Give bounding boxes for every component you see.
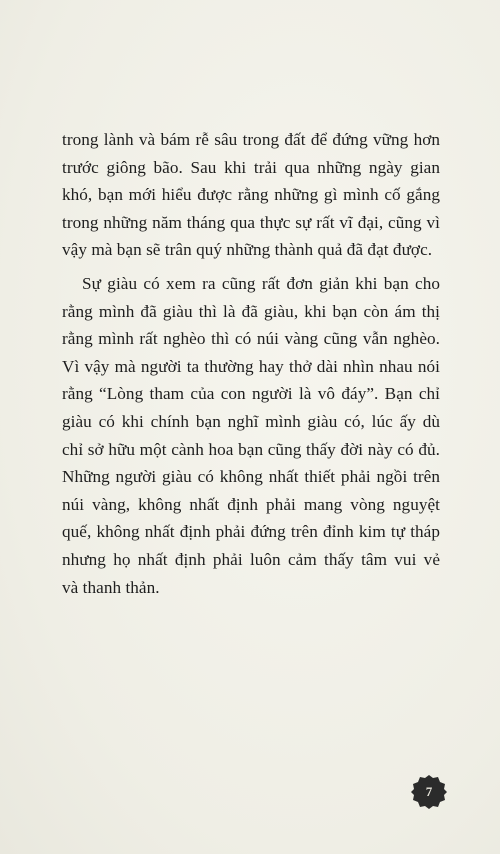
text-line: và thanh thản. [62,577,160,597]
paragraph-1 [62,126,440,264]
text-line: nhưng họ nhất định phải luôn cảm thấy tâm vui vẻ [62,549,440,569]
text-line: Vì vậy mà người ta thường hay thở dài nhìn nhau nói [62,356,440,376]
text-line: giàu có khi chính bạn nghĩ mình giàu có, lúc ấy dù [62,411,440,431]
text-line: khó, bạn mới hiểu được rằng những gì mình cố gắng [62,185,440,205]
text-line: rằng “Lòng tham của con người là vô đáy”. Bạn chỉ [62,384,440,404]
text-line: trong lành và bám rễ sâu trong đất để đứng vững hơn [62,130,440,149]
text-line: vậy mà bạn sẽ trân quý những thành quả đã đạt được. [62,240,433,260]
page-number: 7 [425,784,433,799]
text-line: núi vàng, không nhất định phải mang vòng nguyệt [62,494,440,514]
text-line: chỉ sở hữu một cành hoa bạn cũng thấy đời này có đủ. [62,439,440,459]
text-line: rằng mình đã giàu thì là đã giàu, khi bạn còn ám thị [62,301,440,321]
page-number-badge [411,774,447,810]
text-line: trong những năm tháng qua thực sự rất vĩ đại, cũng vì [62,212,440,232]
text-line: rằng mình rất nghèo thì có núi vàng cũng vẫn nghèo. [62,329,440,349]
text-line: trước giông bão. Sau khi trải qua những ngày gian [62,157,440,177]
text-line: Sự giàu có xem ra cũng rất đơn giản khi bạn cho [82,274,440,293]
text-line: quế, không nhất định phải đứng trên đỉnh kim tự tháp [62,522,440,542]
paragraph-2 [62,270,440,601]
text-line: Những người giàu có không nhất thiết phải ngồi trên [62,467,440,487]
